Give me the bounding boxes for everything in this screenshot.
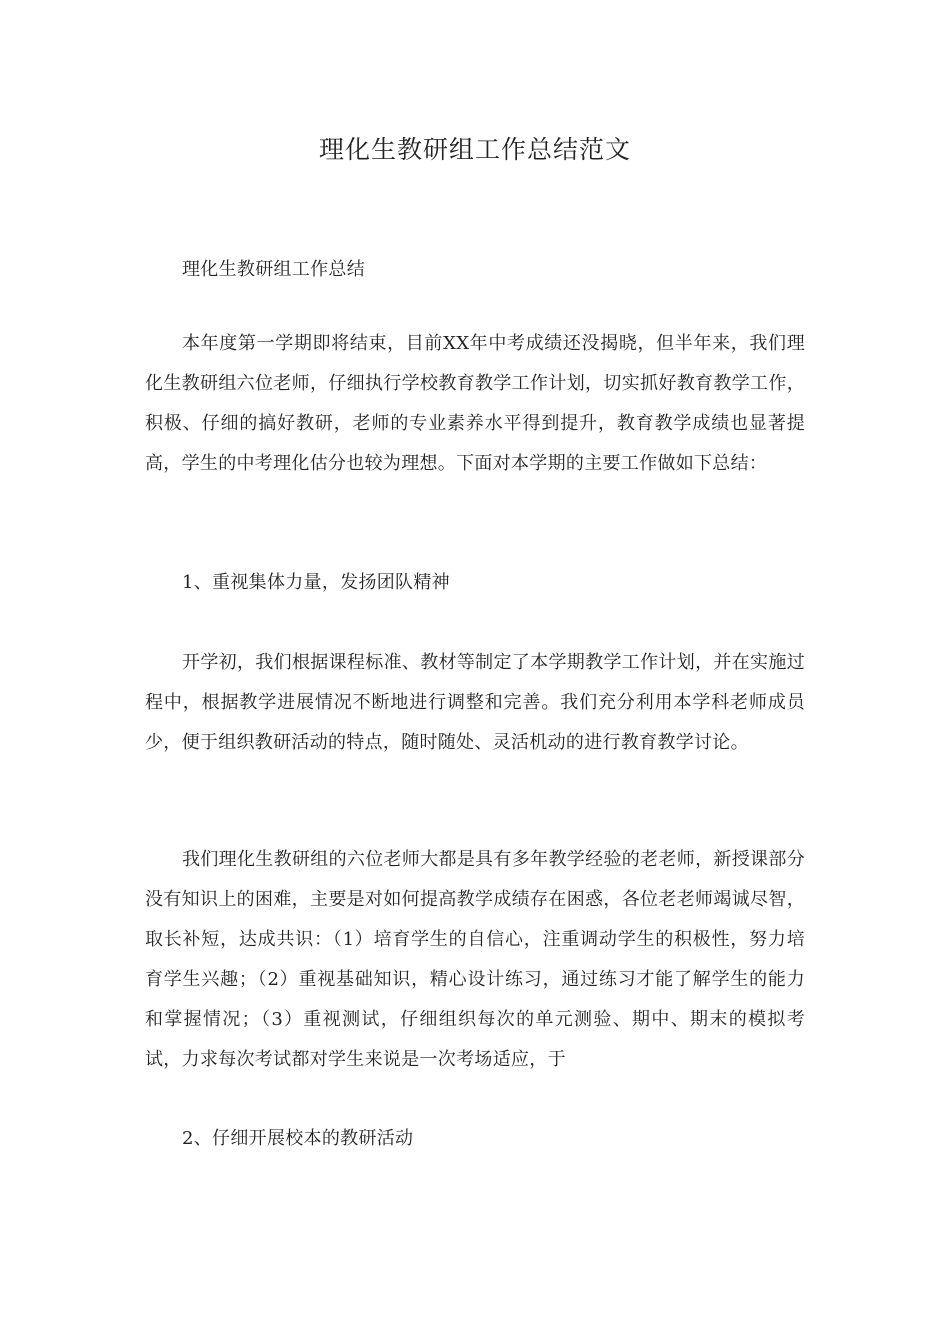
intro-paragraph: 本年度第一学期即将结束，目前XX年中考成绩还没揭晓，但半年来，我们理化生教研组六位老师，仔细执行学校教育教学工作计划，切实抓好教育教学工作，积极、仔细的搞好教研，老师的专业素养水平得到提升，教育教学成绩也显著提高，学生的中考理化估分也较为理想。下面对本学期的主要工作做如下总结： bbox=[145, 333, 805, 474]
section-1-paragraph-1: 开学初，我们根据课程标准、教材等制定了本学期教学工作计划，并在实施过程中，根据教学进展情况不断地进行调整和完善。我们充分利用本学科老师成员少，便于组织教研活动的特点，随时随处、灵活机动的进行教育教学讨论。 bbox=[145, 652, 805, 753]
section-2-heading: 2、仔细开展校本的教研活动 bbox=[182, 1128, 414, 1149]
document-title: 理化生教研组工作总结范文 bbox=[318, 135, 631, 164]
document-subtitle: 理化生教研组工作总结 bbox=[182, 259, 365, 280]
section-1-paragraph-2: 我们理化生教研组的六位老师大都是具有多年教学经验的老老师，新授课部分没有知识上的困难，主要是对如何提高教学成绩存在困惑，各位老老师竭诚尽智，取长补短，达成共识：（1）培育学生的自信心，注重调动学生的积极性，努力培育学生兴趣；（2）重视基础知识，精心设计练习，通过练习才能了解学生的能力和掌握情况；（3）重视测试，仔细组织每次的单元测验、期中、期末的模拟考试，力求每次考试都对学生来说是一次考场适应，于 bbox=[145, 849, 805, 1070]
section-1-heading: 1、重视集体力量，发扬团队精神 bbox=[182, 572, 450, 593]
